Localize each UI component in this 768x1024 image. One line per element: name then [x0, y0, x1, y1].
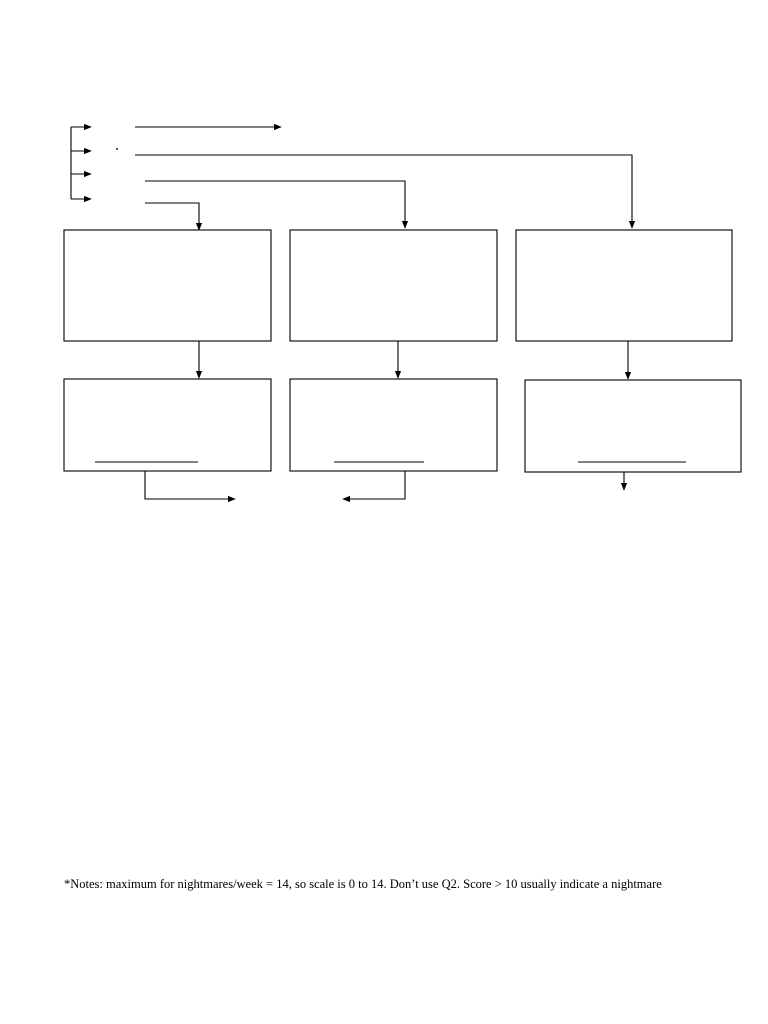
box-top-right	[516, 230, 732, 341]
box-bottom-left	[64, 379, 271, 471]
box-top-left	[64, 230, 271, 341]
exit-arrow-left	[145, 471, 235, 499]
connector-to-middle-box	[145, 181, 405, 228]
box-bottom-middle	[290, 379, 497, 471]
footer-note: *Notes: maximum for nightmares/week = 14, so scale is 0 to 14. Don’t use Q2. Score > 10 usually indicate a nightmare	[64, 877, 662, 891]
box-bottom-right	[525, 380, 741, 472]
exit-arrow-middle	[343, 471, 405, 499]
connector-to-left-box	[145, 203, 199, 230]
box-top-middle	[290, 230, 497, 341]
connector-to-right-box	[135, 155, 632, 228]
stray-dot	[116, 148, 118, 150]
